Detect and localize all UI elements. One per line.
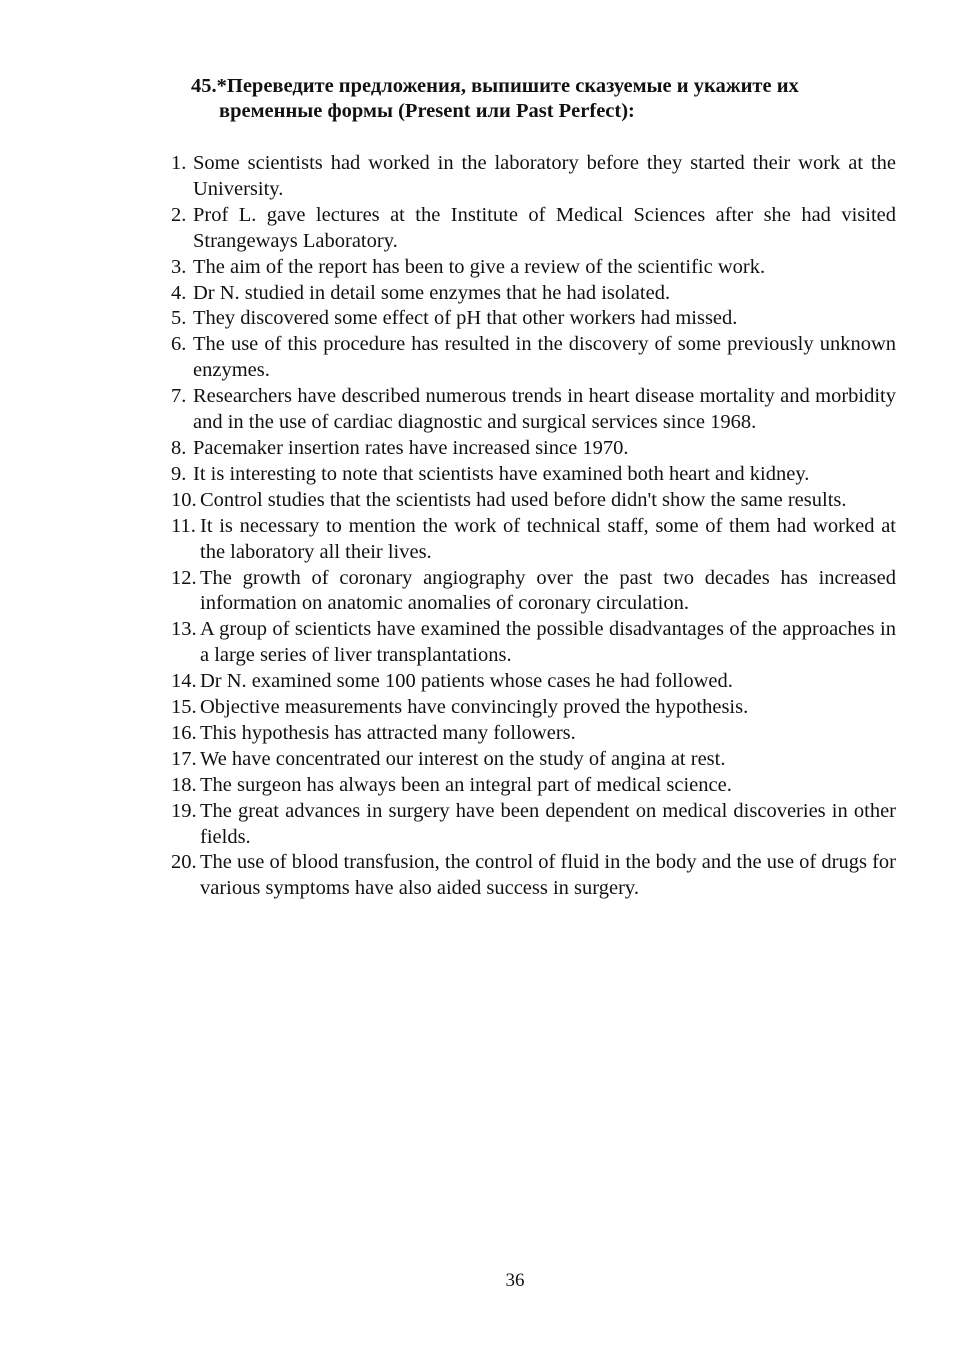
exercise-instruction-line-2: временные формы (Present или Past Perfect): — [219, 100, 635, 122]
sentence-text: The aim of the report has been to give a review of the scientific work. — [193, 255, 766, 278]
sentence-item — [171, 773, 896, 799]
sentence-text: Dr N. examined some 100 patients whose cases he had followed. — [200, 670, 733, 693]
sentence-number: 4. — [171, 281, 187, 304]
sentence-text: Dr N. studied in detail some enzymes that he had isolated. — [193, 281, 671, 304]
sentence-item — [171, 799, 896, 851]
sentence-number: 11. — [171, 514, 196, 537]
sentence-item — [171, 332, 896, 384]
sentence-item — [171, 669, 896, 695]
sentence-number: 15. — [171, 696, 197, 719]
sentence-text: A group of scienticts have examined the possible disadvantages of the approaches in a large series of liver transplantations. — [200, 618, 896, 667]
sentence-text: The surgeon has always been an integral part of medical science. — [200, 773, 732, 796]
sentence-number: 10. — [171, 488, 197, 511]
sentence-number: 17. — [171, 747, 197, 770]
sentence-number: 6. — [171, 333, 187, 356]
sentence-text: Researchers have described numerous trends in heart disease mortality and morbidity and in the use of cardiac diagnostic and surgical services since 1968. — [193, 385, 896, 434]
sentence-number: 9. — [171, 462, 187, 485]
sentence-item — [171, 306, 896, 332]
sentence-item — [171, 695, 896, 721]
sentence-item — [171, 462, 896, 488]
sentence-number: 1. — [171, 152, 187, 174]
sentence-text: Some scientists had worked in the laboratory before they started their work at the University. — [193, 152, 896, 200]
sentence-item — [171, 488, 896, 514]
sentence-item — [171, 514, 896, 566]
sentence-text: They discovered some effect of pH that other workers had missed. — [193, 307, 738, 330]
sentence-number: 14. — [171, 670, 197, 693]
sentence-list — [171, 151, 896, 902]
sentence-text: The use of blood transfusion, the control of fluid in the body and the use of drugs for various symptoms have also aided success in surgery. — [200, 851, 896, 900]
sentence-text: The great advances in surgery have been dependent on medical discoveries in other fields. — [200, 799, 896, 848]
sentence-text: The growth of coronary angiography over the past two decades has increased information on anatomic anomalies of coronary circulation. — [200, 566, 896, 615]
sentence-number: 19. — [171, 799, 197, 822]
sentence-item — [171, 384, 896, 436]
sentence-text: We have concentrated our interest on the study of angina at rest. — [200, 747, 726, 770]
page-number: 36 — [505, 1270, 525, 1291]
sentence-number: 13. — [171, 618, 197, 641]
sentence-number: 20. — [171, 851, 197, 874]
sentence-item — [171, 566, 896, 618]
sentence-text: Objective measurements have convincingly proved the hypothesis. — [200, 696, 749, 719]
sentence-item — [171, 436, 896, 462]
sentence-item — [171, 747, 896, 773]
sentence-item — [171, 151, 896, 203]
sentence-number: 18. — [171, 773, 197, 796]
sentence-text: It is interesting to note that scientists have examined both heart and kidney. — [193, 462, 810, 485]
sentence-number: 12. — [171, 566, 197, 589]
exercise-heading — [191, 74, 896, 124]
sentence-item — [171, 617, 896, 669]
sentence-text: Prof L. gave lectures at the Institute of Medical Sciences after she had visited Strangeways Laboratory. — [193, 203, 896, 252]
sentence-text: Pacemaker insertion rates have increased since 1970. — [193, 436, 629, 459]
exercise-number: 45. — [191, 75, 217, 97]
sentence-number: 7. — [171, 385, 187, 408]
sentence-item — [171, 255, 896, 281]
sentence-text: This hypothesis has attracted many followers. — [200, 721, 576, 744]
sentence-text: It is necessary to mention the work of technical staff, some of them had worked at the laboratory all their lives. — [200, 514, 896, 563]
sentence-number: 16. — [171, 721, 197, 744]
sentence-item — [171, 203, 896, 255]
sentence-item — [171, 721, 896, 747]
sentence-item — [171, 281, 896, 307]
sentence-number: 3. — [171, 255, 187, 278]
sentence-text: The use of this procedure has resulted in the discovery of some previously unknown enzymes. — [193, 333, 896, 382]
sentence-item — [171, 850, 896, 902]
sentence-number: 5. — [171, 307, 187, 330]
sentence-text: Control studies that the scientists had used before didn't show the same results. — [200, 488, 847, 511]
sentence-number: 8. — [171, 436, 187, 459]
exercise-instruction-line-1: *Переведите предложения, выпишите сказуемые и укажите их — [216, 75, 799, 97]
sentence-number: 2. — [171, 203, 187, 226]
